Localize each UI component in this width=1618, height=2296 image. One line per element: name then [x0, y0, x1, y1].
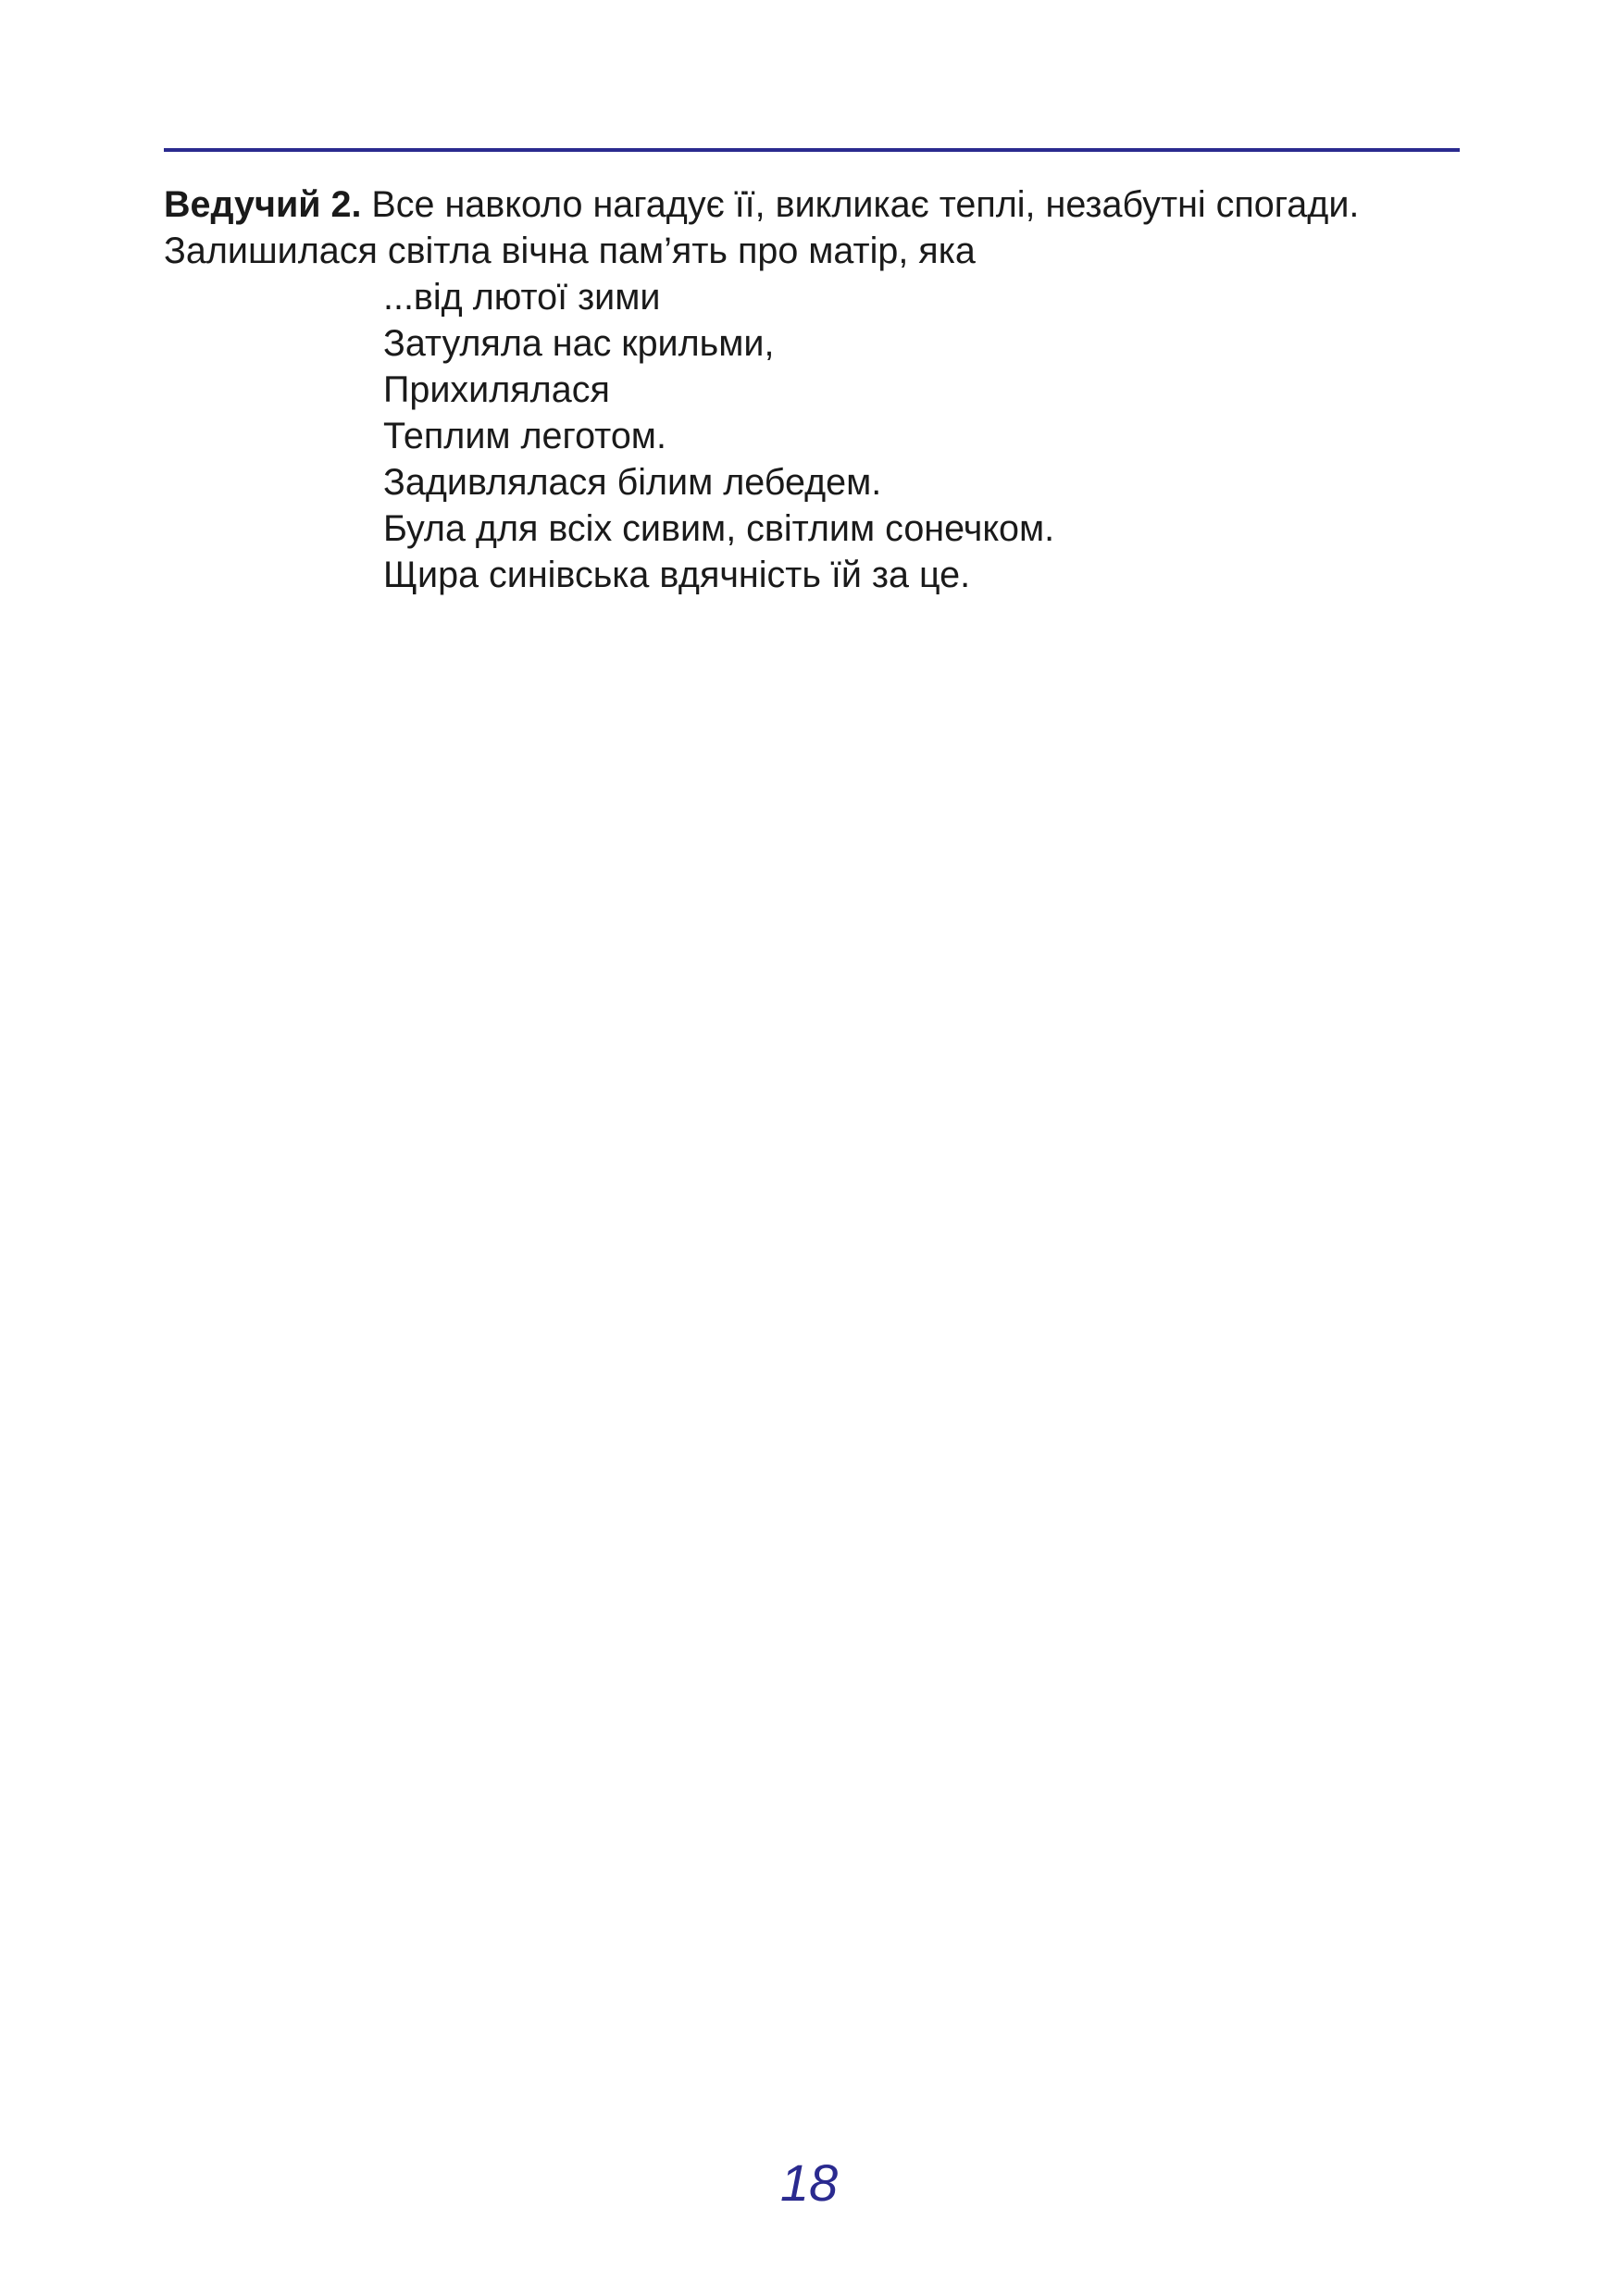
verse-line: Була для всіх сивим, світлим сонечком.	[383, 508, 1055, 549]
speaker-label: Ведучий 2.	[164, 184, 362, 225]
page-number: 18	[779, 2153, 839, 2212]
document-body	[164, 181, 1469, 598]
verse-line: Прихилялася	[383, 369, 610, 410]
verse-line: Щира синівська вдячність їй за це.	[383, 555, 971, 595]
verse-block	[164, 274, 1469, 598]
verse-line: ...від лютої зими	[383, 277, 661, 318]
verse-line: Задивлялася білим лебедем.	[383, 462, 882, 503]
paragraph-line-1-text: Все навколо нагадує її, викликає теплі, незабутні спогади.	[361, 184, 1360, 225]
verse-line: Затуляла нас крильми,	[383, 323, 775, 364]
verse-line: Теплим леготом.	[383, 416, 666, 456]
paragraph-line-2: Залишилася світла вічна пам’ять про матір, яка	[164, 231, 976, 271]
header-divider	[164, 148, 1460, 152]
paragraph-line-1	[164, 181, 1469, 228]
